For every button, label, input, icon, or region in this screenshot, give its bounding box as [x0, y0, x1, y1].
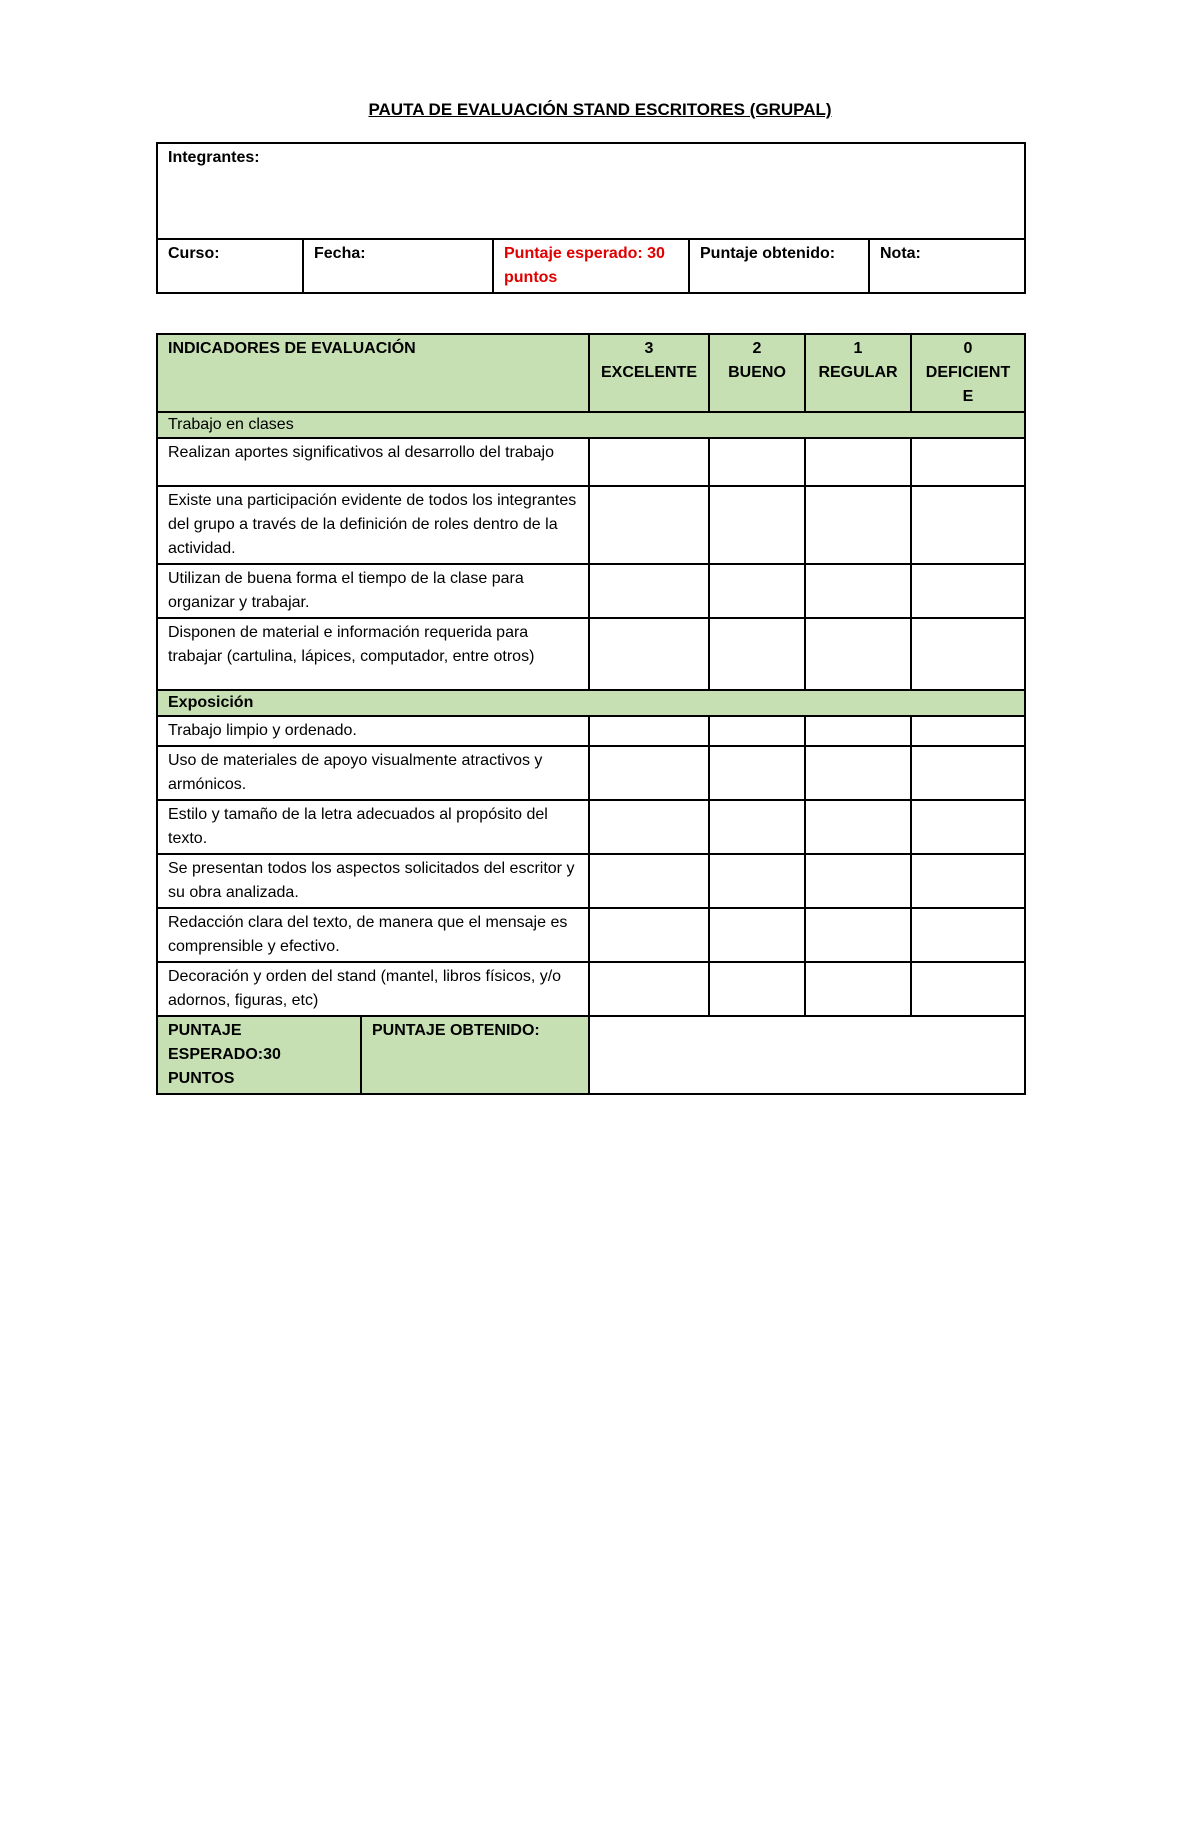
- score-cell[interactable]: [709, 716, 805, 746]
- table-row: [157, 962, 1025, 1016]
- score-cell[interactable]: [589, 746, 709, 800]
- section-title: Exposición: [157, 690, 1025, 716]
- score-cell[interactable]: [589, 618, 709, 690]
- rubric-header-row: [157, 334, 1025, 412]
- score-cell[interactable]: [805, 908, 911, 962]
- curso-field[interactable]: Curso:: [157, 239, 303, 293]
- section-row: [157, 412, 1025, 438]
- score-cell[interactable]: [911, 854, 1025, 908]
- score-cell[interactable]: [589, 716, 709, 746]
- indicator-text: Trabajo limpio y ordenado.: [157, 716, 589, 746]
- level-regular-header: 1 REGULAR: [805, 334, 911, 412]
- page-title: PAUTA DE EVALUACIÓN STAND ESCRITORES (GRUPAL): [368, 100, 832, 119]
- score-cell[interactable]: [589, 486, 709, 564]
- score-cell[interactable]: [709, 800, 805, 854]
- score-cell[interactable]: [709, 746, 805, 800]
- score-cell[interactable]: [805, 854, 911, 908]
- score-cell[interactable]: [805, 438, 911, 486]
- score-cell[interactable]: [911, 618, 1025, 690]
- table-row: [157, 746, 1025, 800]
- indicator-text: Utilizan de buena forma el tiempo de la clase para organizar y trabajar.: [157, 564, 589, 618]
- footer-row: [157, 1016, 1025, 1094]
- score-cell[interactable]: [805, 716, 911, 746]
- score-cell[interactable]: [589, 800, 709, 854]
- score-cell[interactable]: [589, 564, 709, 618]
- table-row: [157, 438, 1025, 486]
- level-excelente-header: 3 EXCELENTE: [589, 334, 709, 412]
- score-cell[interactable]: [911, 486, 1025, 564]
- score-cell[interactable]: [709, 908, 805, 962]
- info-table: [156, 142, 1026, 294]
- indicator-text: Disponen de material e información requerida para trabajar (cartulina, lápices, computador, entre otros): [157, 618, 589, 690]
- score-cell[interactable]: [911, 908, 1025, 962]
- indicator-text: Redacción clara del texto, de manera que el mensaje es comprensible y efectivo.: [157, 908, 589, 962]
- section-title: Trabajo en clases: [157, 412, 1025, 438]
- indicator-text: Uso de materiales de apoyo visualmente atractivos y armónicos.: [157, 746, 589, 800]
- score-cell[interactable]: [805, 564, 911, 618]
- indicator-text: Existe una participación evidente de todos los integrantes del grupo a través de la definición de roles dentro de la actividad.: [157, 486, 589, 564]
- table-row: [157, 618, 1025, 690]
- score-cell[interactable]: [709, 438, 805, 486]
- puntaje-obtenido-field[interactable]: Puntaje obtenido:: [689, 239, 869, 293]
- integrantes-field[interactable]: Integrantes:: [157, 143, 1025, 239]
- score-cell[interactable]: [805, 618, 911, 690]
- puntaje-esperado-footer: PUNTAJE ESPERADO:30 PUNTOS: [157, 1016, 361, 1094]
- indicator-text: Realizan aportes significativos al desarrollo del trabajo: [157, 438, 589, 486]
- indicators-header: INDICADORES DE EVALUACIÓN: [157, 334, 589, 412]
- puntaje-obtenido-footer: PUNTAJE OBTENIDO:: [361, 1016, 589, 1094]
- score-cell[interactable]: [709, 486, 805, 564]
- table-row: [157, 800, 1025, 854]
- score-cell[interactable]: [709, 854, 805, 908]
- rubric-table: [156, 333, 1026, 1095]
- score-cell[interactable]: [805, 962, 911, 1016]
- table-row: [157, 854, 1025, 908]
- table-row: [157, 908, 1025, 962]
- section-row: [157, 690, 1025, 716]
- score-cell[interactable]: [911, 438, 1025, 486]
- score-cell[interactable]: [911, 746, 1025, 800]
- score-cell[interactable]: [911, 716, 1025, 746]
- level-deficiente-header: 0 DEFICIENTE: [911, 334, 1025, 412]
- score-cell[interactable]: [911, 962, 1025, 1016]
- table-row: [157, 564, 1025, 618]
- fecha-field[interactable]: Fecha:: [303, 239, 493, 293]
- puntaje-obtenido-value[interactable]: [589, 1016, 1025, 1094]
- score-cell[interactable]: [589, 854, 709, 908]
- score-cell[interactable]: [709, 618, 805, 690]
- score-cell[interactable]: [805, 486, 911, 564]
- nota-field[interactable]: Nota:: [869, 239, 1025, 293]
- level-bueno-header: 2 BUENO: [709, 334, 805, 412]
- score-cell[interactable]: [911, 800, 1025, 854]
- indicator-text: Se presentan todos los aspectos solicitados del escritor y su obra analizada.: [157, 854, 589, 908]
- indicator-text: Estilo y tamaño de la letra adecuados al propósito del texto.: [157, 800, 589, 854]
- score-cell[interactable]: [589, 908, 709, 962]
- puntaje-esperado-label: Puntaje esperado: 30 puntos: [493, 239, 689, 293]
- indicator-text: Decoración y orden del stand (mantel, libros físicos, y/o adornos, figuras, etc): [157, 962, 589, 1016]
- score-cell[interactable]: [589, 438, 709, 486]
- score-cell[interactable]: [709, 564, 805, 618]
- table-row: [157, 716, 1025, 746]
- score-cell[interactable]: [805, 800, 911, 854]
- score-cell[interactable]: [805, 746, 911, 800]
- score-cell[interactable]: [589, 962, 709, 1016]
- table-row: [157, 486, 1025, 564]
- score-cell[interactable]: [709, 962, 805, 1016]
- score-cell[interactable]: [911, 564, 1025, 618]
